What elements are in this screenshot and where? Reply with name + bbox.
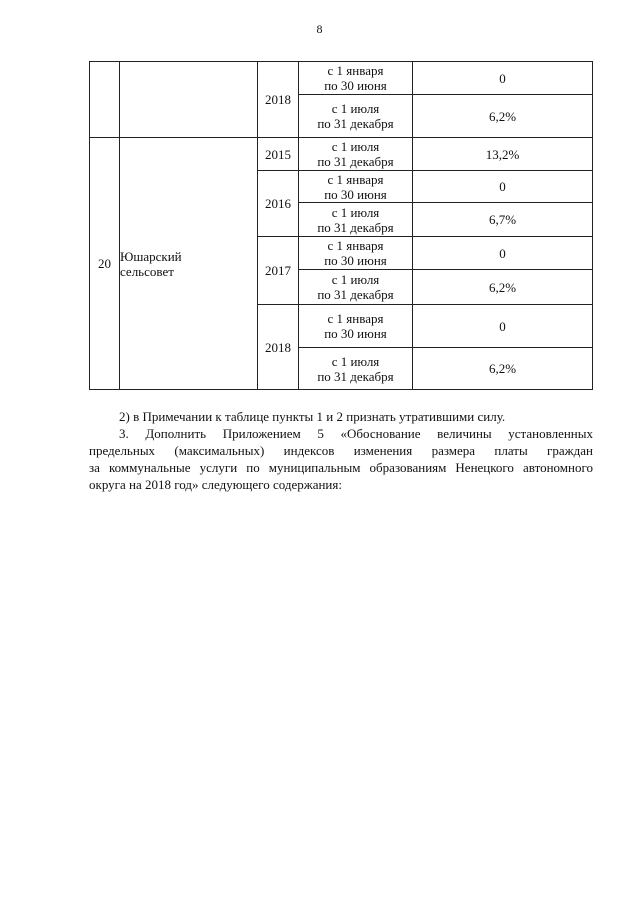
period-cell: с 1 июля по 31 декабря	[299, 270, 413, 305]
value-cell: 13,2%	[413, 138, 593, 171]
period-cell: с 1 июля по 31 декабря	[299, 348, 413, 390]
value-cell: 0	[413, 62, 593, 95]
value-cell: 0	[413, 237, 593, 270]
period-cell: с 1 января по 30 июня	[299, 171, 413, 203]
period-cell: с 1 января по 30 июня	[299, 62, 413, 95]
year-cell: 2017	[258, 237, 299, 305]
year-cell: 2016	[258, 171, 299, 237]
period-cell: с 1 июля по 31 декабря	[299, 203, 413, 237]
table-row	[90, 138, 593, 171]
paragraph-notes-repeal: 2) в Примечании к таблице пункты 1 и 2 признать утратившими силу.	[119, 409, 506, 424]
paragraph-appendix-5	[89, 425, 593, 493]
year-cell: 2015	[258, 138, 299, 171]
municipality-cell: Юшарский сельсовет	[120, 138, 258, 390]
period-cell: с 1 июля по 31 декабря	[299, 95, 413, 138]
period-cell: с 1 июля по 31 декабря	[299, 138, 413, 171]
municipality-cell-empty	[120, 62, 258, 138]
period-cell: с 1 января по 30 июня	[299, 305, 413, 348]
value-cell: 6,7%	[413, 203, 593, 237]
year-cell: 2018	[258, 62, 299, 138]
paragraph-line: за коммунальные услуги по муниципальным образованиям Ненецкого автономного	[89, 460, 593, 475]
number-cell-empty	[90, 62, 120, 138]
value-cell: 0	[413, 305, 593, 348]
value-cell: 0	[413, 171, 593, 203]
paragraph-line: 3. Дополнить Приложением 5 «Обоснование величины установленных	[119, 426, 593, 441]
number-cell: 20	[90, 138, 120, 390]
page-number: 8	[316, 22, 323, 36]
period-cell: с 1 января по 30 июня	[299, 237, 413, 270]
value-cell: 6,2%	[413, 348, 593, 390]
paragraph-line: округа на 2018 год» следующего содержания:	[89, 477, 342, 492]
paragraph-line: предельных (максимальных) индексов изменения размера платы граждан	[89, 443, 593, 458]
year-cell: 2018	[258, 305, 299, 390]
value-cell: 6,2%	[413, 270, 593, 305]
rates-table	[89, 61, 593, 390]
value-cell: 6,2%	[413, 95, 593, 138]
table-row	[90, 62, 593, 95]
